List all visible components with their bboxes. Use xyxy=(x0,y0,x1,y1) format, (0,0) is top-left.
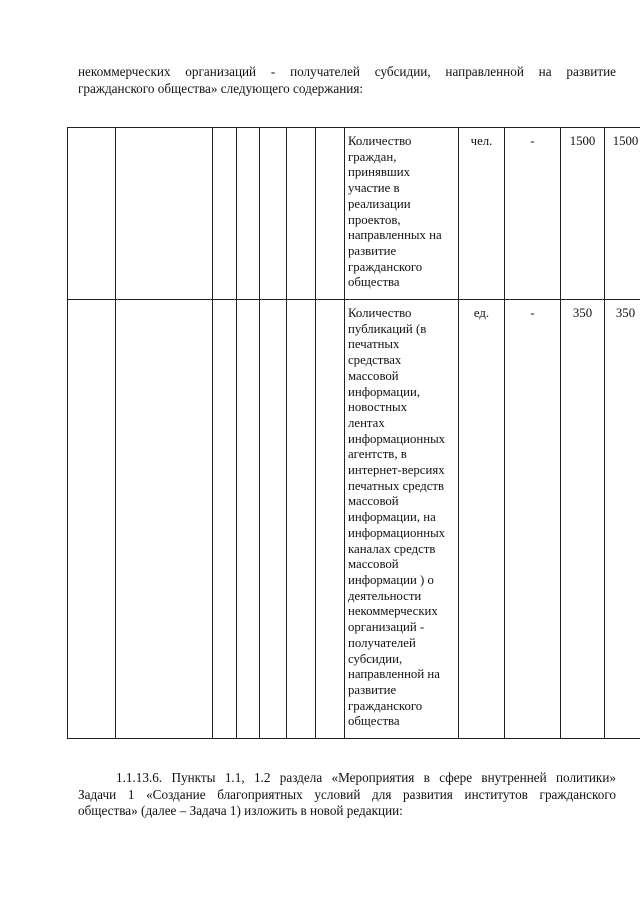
indicator-text-line: агентств, в xyxy=(348,447,407,462)
indicator-text-line: развитие xyxy=(348,682,397,697)
empty-cell xyxy=(116,128,213,300)
empty-cell xyxy=(68,300,116,739)
indicator-name-cell xyxy=(345,300,459,739)
indicator-text-line: информации, xyxy=(348,384,421,399)
indicator-text-line: деятельности xyxy=(348,588,422,603)
indicator-text-line: печатных средств xyxy=(348,478,445,493)
indicator-text-line: новостных xyxy=(348,400,408,415)
value-cell-2: 350 xyxy=(605,300,640,739)
indicator-text-line: каналах средств xyxy=(348,541,436,556)
indicator-text-line: гражданского xyxy=(348,698,423,713)
amendment-line: Задачи 1 «Создание благоприятных условий для развития институтов гражданского xyxy=(78,786,616,802)
intro-paragraph xyxy=(78,64,616,97)
empty-cell xyxy=(287,128,316,300)
indicator-text-line: информации, на xyxy=(348,510,436,525)
indicator-text-line: Количество xyxy=(348,306,412,321)
indicator-text-line: субсидии, xyxy=(348,651,403,666)
indicator-text-line: общества xyxy=(348,714,400,729)
indicator-text-line: печатных xyxy=(348,337,400,352)
indicator-text-line: некоммерческих xyxy=(348,604,438,619)
base-value-cell: - xyxy=(505,128,561,300)
indicator-text-line: средствах xyxy=(348,353,402,368)
empty-cell xyxy=(213,128,237,300)
indicator-text-line: принявших xyxy=(348,165,410,180)
indicator-text-line: развитие xyxy=(348,243,397,258)
empty-cell xyxy=(260,300,287,739)
base-value-cell: - xyxy=(505,300,561,739)
empty-cell xyxy=(116,300,213,739)
amendment-line: общества» (далее – Задача 1) изложить в новой редакции: xyxy=(78,803,403,819)
indicator-text-line: массовой xyxy=(348,557,399,572)
table-row xyxy=(68,128,640,300)
unit-cell: чел. xyxy=(459,128,505,300)
value-cell-2: 1500 xyxy=(605,128,640,300)
empty-cell xyxy=(316,300,345,739)
indicator-text-line: массовой xyxy=(348,368,399,383)
empty-cell xyxy=(68,128,116,300)
indicator-text-line: общества xyxy=(348,275,400,290)
indicator-table xyxy=(67,127,640,739)
table-row xyxy=(68,300,640,739)
indicator-text-line: интернет-версиях xyxy=(348,463,445,478)
amendment-line: 1.1.13.6. Пункты 1.1, 1.2 раздела «Мероприятия в сфере внутренней политики» xyxy=(116,770,616,785)
indicator-text-line: проектов, xyxy=(348,212,401,227)
indicator-text-line: информационных xyxy=(348,431,446,446)
table-body xyxy=(68,128,640,739)
indicator-text-line: получателей xyxy=(348,635,416,650)
indicator-text-line: реализации xyxy=(348,196,411,211)
indicator-text-line: массовой xyxy=(348,494,399,509)
indicator-text-line: организаций - xyxy=(348,620,425,635)
indicator-text-line: лентах xyxy=(348,415,385,430)
indicator-text-line: информации ) о xyxy=(348,572,434,587)
indicator-text-line: участие в xyxy=(348,181,400,196)
amendment-paragraph xyxy=(78,770,616,820)
indicator-text-line: граждан, xyxy=(348,149,397,164)
empty-cell xyxy=(260,128,287,300)
indicator-text-line: информационных xyxy=(348,525,446,540)
empty-cell xyxy=(237,128,260,300)
indicator-text-line: Количество xyxy=(348,134,412,148)
empty-cell xyxy=(287,300,316,739)
intro-line: гражданского общества» следующего содержания: xyxy=(78,80,364,96)
indicator-text-line: публикаций (в xyxy=(348,321,427,336)
empty-cell xyxy=(316,128,345,300)
value-cell-1: 1500 xyxy=(561,128,605,300)
unit-cell: ед. xyxy=(459,300,505,739)
indicator-text-line: направленных на xyxy=(348,228,442,243)
indicator-name-cell xyxy=(345,128,459,300)
empty-cell xyxy=(237,300,260,739)
indicator-text-line: гражданского xyxy=(348,259,423,274)
empty-cell xyxy=(213,300,237,739)
intro-line: некоммерческих организаций - получателей субсидии, направленной на развитие xyxy=(78,64,616,79)
indicator-text-line: направленной на xyxy=(348,667,440,682)
value-cell-1: 350 xyxy=(561,300,605,739)
